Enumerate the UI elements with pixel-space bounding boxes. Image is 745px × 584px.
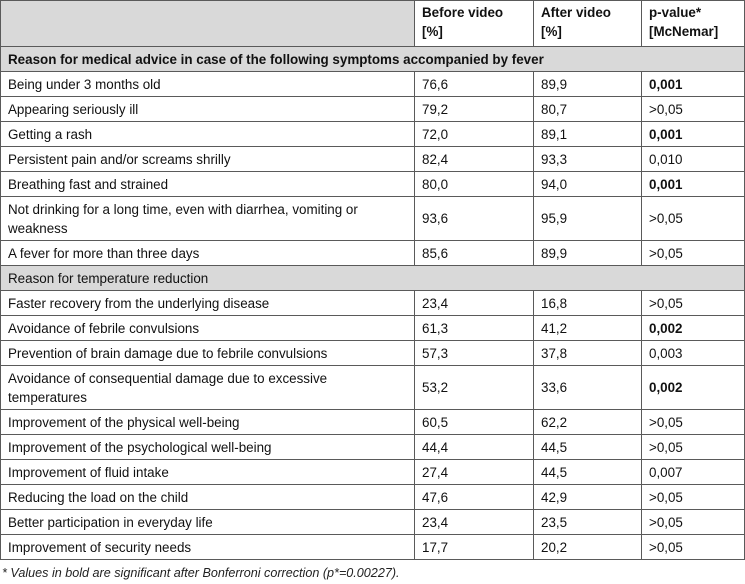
- table-row: [1, 366, 745, 410]
- header-after-video: After video [%]: [534, 1, 642, 47]
- p-value-cell: >0,05: [642, 435, 745, 460]
- before-value-cell: 47,6: [415, 485, 534, 510]
- p-value-cell: >0,05: [642, 97, 745, 122]
- before-value-cell: 17,7: [415, 535, 534, 560]
- section-title: Reason for medical advice in case of the following symptoms accompanied by fever: [1, 47, 745, 72]
- p-value-cell: >0,05: [642, 241, 745, 266]
- after-value-cell: 23,5: [534, 510, 642, 535]
- header-row: [1, 1, 745, 47]
- row-label-cell: A fever for more than three days: [1, 241, 415, 266]
- header-empty-cell: [1, 1, 415, 47]
- before-value-cell: 23,4: [415, 291, 534, 316]
- p-value-cell: >0,05: [642, 410, 745, 435]
- header-before-video: Before video [%]: [415, 1, 534, 47]
- before-value-cell: 53,2: [415, 366, 534, 410]
- row-label-cell: Not drinking for a long time, even with diarrhea, vomiting or weakness: [1, 197, 415, 241]
- p-value-cell: 0,002: [642, 316, 745, 341]
- after-value-cell: 41,2: [534, 316, 642, 341]
- p-value-cell: 0,001: [642, 72, 745, 97]
- after-value-cell: 33,6: [534, 366, 642, 410]
- table-row: [1, 291, 745, 316]
- table-row: [1, 460, 745, 485]
- after-value-cell: 80,7: [534, 97, 642, 122]
- after-value-cell: 37,8: [534, 341, 642, 366]
- before-value-cell: 57,3: [415, 341, 534, 366]
- before-value-cell: 85,6: [415, 241, 534, 266]
- after-value-cell: 94,0: [534, 172, 642, 197]
- p-value-cell: >0,05: [642, 485, 745, 510]
- table-row: [1, 97, 745, 122]
- before-value-cell: 44,4: [415, 435, 534, 460]
- after-value-cell: 20,2: [534, 535, 642, 560]
- row-label-cell: Improvement of the physical well-being: [1, 410, 415, 435]
- before-value-cell: 80,0: [415, 172, 534, 197]
- row-label-cell: Being under 3 months old: [1, 72, 415, 97]
- before-value-cell: 93,6: [415, 197, 534, 241]
- row-label-cell: Improvement of the psychological well-being: [1, 435, 415, 460]
- table-row: [1, 197, 745, 241]
- table-row: [1, 72, 745, 97]
- p-value-cell: >0,05: [642, 197, 745, 241]
- row-label-cell: Prevention of brain damage due to febrile convulsions: [1, 341, 415, 366]
- table-row: [1, 410, 745, 435]
- before-value-cell: 27,4: [415, 460, 534, 485]
- after-value-cell: 42,9: [534, 485, 642, 510]
- table-row: [1, 435, 745, 460]
- table-row: [1, 535, 745, 560]
- table-row: [1, 241, 745, 266]
- section-header-row: [1, 266, 745, 291]
- before-value-cell: 60,5: [415, 410, 534, 435]
- after-value-cell: 89,1: [534, 122, 642, 147]
- row-label-cell: Faster recovery from the underlying disease: [1, 291, 415, 316]
- before-value-cell: 72,0: [415, 122, 534, 147]
- header-p-value: p-value* [McNemar]: [642, 1, 745, 47]
- p-value-cell: 0,010: [642, 147, 745, 172]
- p-value-cell: >0,05: [642, 291, 745, 316]
- table-row: [1, 485, 745, 510]
- row-label-cell: Better participation in everyday life: [1, 510, 415, 535]
- before-value-cell: 61,3: [415, 316, 534, 341]
- after-value-cell: 93,3: [534, 147, 642, 172]
- table-row: [1, 510, 745, 535]
- p-value-cell: 0,003: [642, 341, 745, 366]
- row-label-cell: Breathing fast and strained: [1, 172, 415, 197]
- row-label-cell: Persistent pain and/or screams shrilly: [1, 147, 415, 172]
- table-row: [1, 172, 745, 197]
- p-value-cell: >0,05: [642, 510, 745, 535]
- footnote: * Values in bold are significant after Bonferroni correction (p*=0.00227).: [2, 566, 400, 580]
- after-value-cell: 89,9: [534, 72, 642, 97]
- row-label-cell: Improvement of fluid intake: [1, 460, 415, 485]
- before-value-cell: 23,4: [415, 510, 534, 535]
- row-label-cell: Avoidance of consequential damage due to excessive temperatures: [1, 366, 415, 410]
- after-value-cell: 44,5: [534, 460, 642, 485]
- p-value-cell: 0,007: [642, 460, 745, 485]
- p-value-cell: >0,05: [642, 535, 745, 560]
- row-label-cell: Avoidance of febrile convulsions: [1, 316, 415, 341]
- row-label-cell: Appearing seriously ill: [1, 97, 415, 122]
- after-value-cell: 44,5: [534, 435, 642, 460]
- table-row: [1, 122, 745, 147]
- table-row: [1, 316, 745, 341]
- before-value-cell: 76,6: [415, 72, 534, 97]
- before-value-cell: 82,4: [415, 147, 534, 172]
- table-row: [1, 147, 745, 172]
- p-value-cell: 0,001: [642, 172, 745, 197]
- row-label-cell: Improvement of security needs: [1, 535, 415, 560]
- p-value-cell: 0,001: [642, 122, 745, 147]
- row-label-cell: Getting a rash: [1, 122, 415, 147]
- after-value-cell: 16,8: [534, 291, 642, 316]
- before-value-cell: 79,2: [415, 97, 534, 122]
- after-value-cell: 62,2: [534, 410, 642, 435]
- p-value-cell: 0,002: [642, 366, 745, 410]
- row-label-cell: Reducing the load on the child: [1, 485, 415, 510]
- after-value-cell: 95,9: [534, 197, 642, 241]
- section-title: Reason for temperature reduction: [1, 266, 745, 291]
- table-row: [1, 341, 745, 366]
- section-header-row: [1, 47, 745, 72]
- after-value-cell: 89,9: [534, 241, 642, 266]
